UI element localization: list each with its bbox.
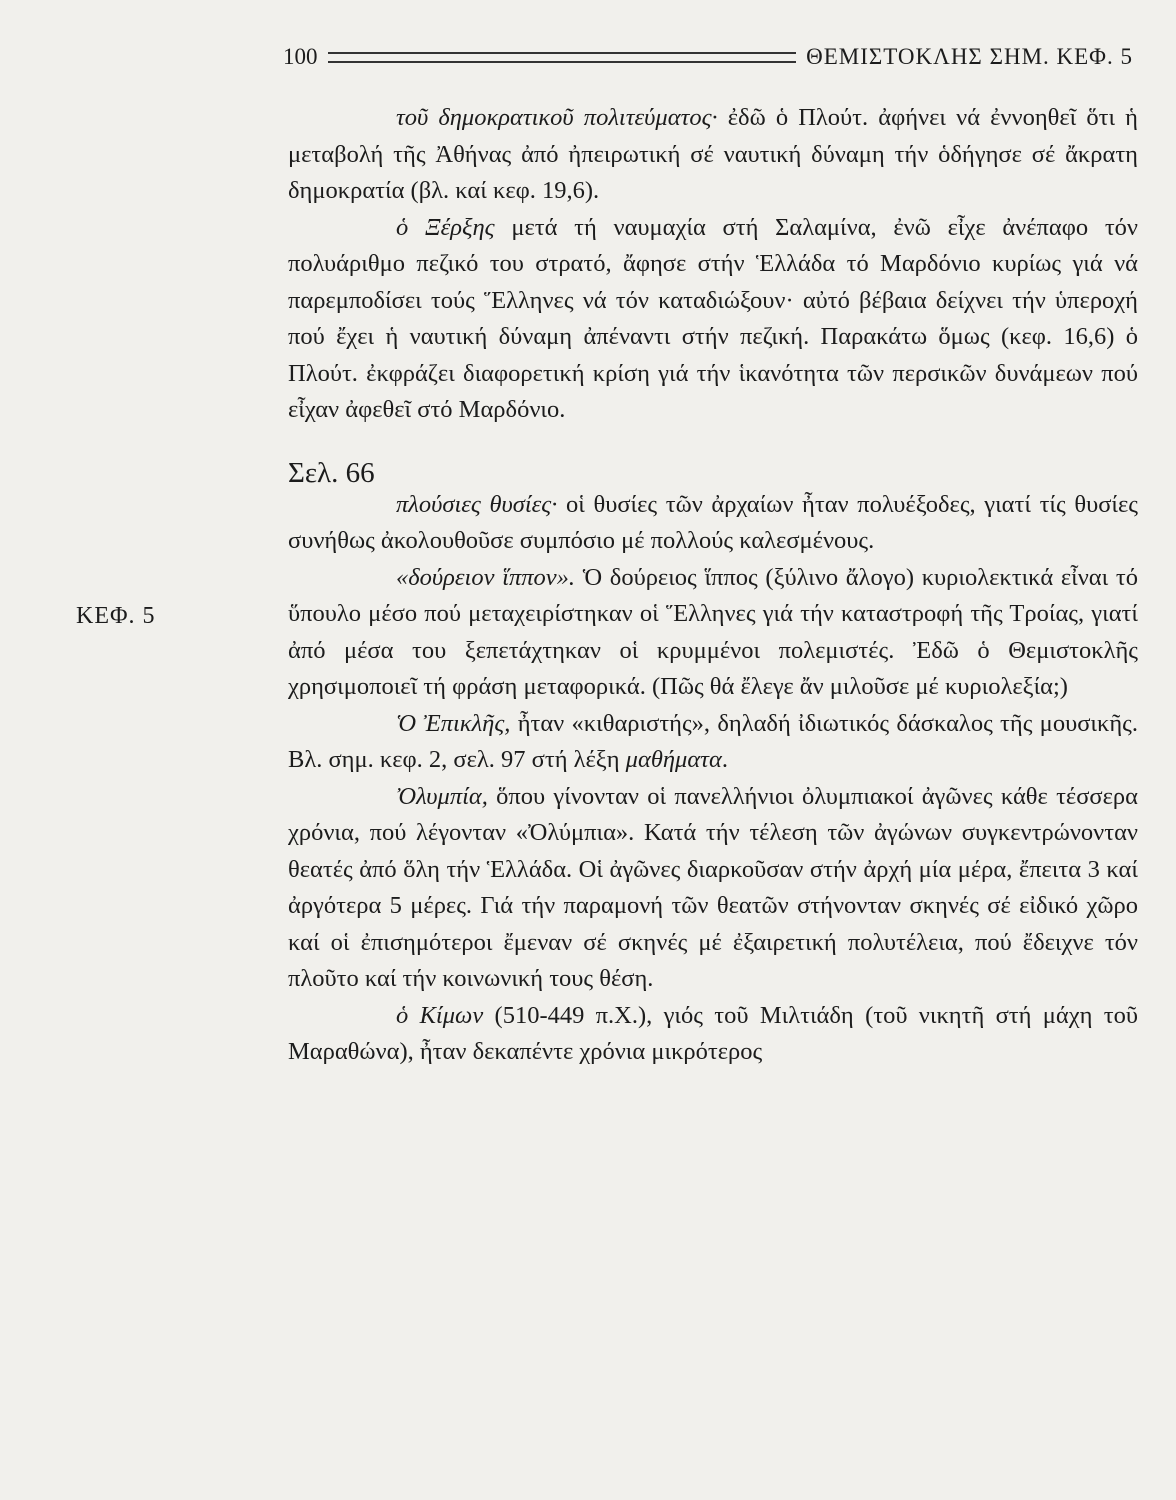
note-term-trailing: μαθήματα — [625, 746, 722, 773]
header-rule — [328, 52, 797, 63]
notes-body — [288, 100, 1138, 1071]
note-term: «δούρειον ἵππον». — [396, 563, 576, 591]
note-text-trailing: . — [721, 746, 728, 773]
note-term: Ὁ Ἐπικλῆς, — [396, 709, 511, 737]
note-term: Ὀλυμπία, — [396, 782, 488, 810]
note-text: ἦταν «κιθαριστής», δηλαδή ἰδιωτικός δάσκαλος τῆς μουσικῆς. Βλ. σημ. κεφ. 2, σελ. 97 στή λέξη — [288, 709, 1138, 773]
note-text: ὅπου γίνονταν οἱ πανελλήνιοι ὀλυμπιακοί ἀγῶνες κάθε τέσσερα χρόνια, πού λέγονταν «Ὀλύμπια». Κατά τήν τέλεση τῶν ἀγώνων συγκεντρώνονταν θεατές ἀπό ὅλη τήν Ἑλλάδα. Οἱ ἀγῶνες διαρκοῦσαν στήν ἀρχή μία μέρα, ἔπειτα 3 καί ἀργότερα 5 μέρες. Γιά τήν παραμονή τῶν θεατῶν στήνονταν σκηνές σέ εἰδικό χῶρο καί οἱ ἐπισημότεροι ἔμεναν σέ σκηνές μέ ἐξαιρετική πολυτέλεια, πού ἔδειχνε τόν πλοῦτο καί τήν κοινωνική τους θέση. — [288, 782, 1138, 992]
note-entry — [288, 779, 1138, 998]
note-entry — [288, 487, 1138, 560]
note-entry — [288, 210, 1138, 429]
running-header — [283, 24, 1133, 68]
note-text: οἱ θυσίες τῶν ἀρχαίων ἦταν πολυέξοδες, γιατί τίς θυσίες συνήθως ἀκολουθοῦσε συμπόσιο μέ πολλούς καλεσμένους. — [288, 490, 1138, 554]
note-term: τοῦ δημοκρατικοῦ πολιτεύματος· — [396, 104, 718, 131]
note-entry — [288, 998, 1138, 1071]
note-entry — [288, 706, 1138, 779]
margin-chapter-label: ΚΕΦ. 5 — [76, 603, 156, 629]
section-heading: Σελ. 66 — [288, 456, 375, 489]
note-entry — [288, 560, 1138, 706]
note-text: Ὁ δούρειος ἵππος (ξύλινο ἄλογο) κυριολεκτικά εἶναι τό ὕπουλο μέσο πού μεταχειρίστηκαν οἱ Ἕλληνες γιά τήν καταστροφή τῆς Τροίας, γιατί ἀπό μέσα του ξεπετάχτηκαν οἱ κρυμμένοι πολεμιστές. Ἐδῶ ὁ Θεμιστοκλῆς χρησιμοποιεῖ τή φράση μεταφορικά. (Πῶς θά ἔλεγε ἄν μιλοῦσε μέ κυριολεξία;) — [288, 563, 1138, 700]
note-term: ὁ Ξέρξης — [396, 213, 495, 241]
page-number: 100 — [283, 44, 318, 69]
note-term: πλούσιες θυσίες· — [396, 490, 558, 518]
note-text: ἐδῶ ὁ Πλούτ. ἀφήνει νά ἐννοηθεῖ ὅτι ἡ μεταβολή τῆς Ἀθήνας ἀπό ἠπειρωτική σέ ναυτική δύναμη τήν ὁδήγησε σέ ἄκρατη δημοκρατία (βλ. καί κεφ. 19,6). — [288, 104, 1138, 204]
note-term: ὁ Κίμων — [396, 1001, 484, 1029]
note-entry — [288, 100, 1138, 210]
note-text: (510-449 π.Χ.), γιός τοῦ Μιλτιάδη (τοῦ νικητῆ στή μάχη τοῦ Μαραθώνα), ἦταν δεκαπέντε χρόνια μικρότερος — [288, 1001, 1138, 1065]
note-text: μετά τή ναυμαχία στή Σαλαμίνα, ἐνῶ εἶχε ἀνέπαφο τόν πολυάριθμο πεζικό του στρατό, ἄφησε στήν Ἑλλάδα τό Μαρδόνιο κυρίως γιά νά παρεμποδίσει τούς Ἕλληνες νά τόν καταδιώξουν· αὐτό βέβαια δείχνει τήν ὑπεροχή πού ἔχει ἡ ναυτική δύναμη ἀπέναντι στήν πεζική. Παρακάτω ὅμως (κεφ. 16,6) ὁ Πλούτ. ἐκφράζει διαφορετική κρίση γιά τήν ἱκανότητα τῶν περσικῶν δυνάμεων πού εἶχαν ἀφεθεῖ στό Μαρδόνιο. — [288, 213, 1138, 423]
running-title: ΘΕΜΙΣΤΟΚΛΗΣ ΣΗΜ. ΚΕΦ. 5 — [806, 44, 1133, 69]
